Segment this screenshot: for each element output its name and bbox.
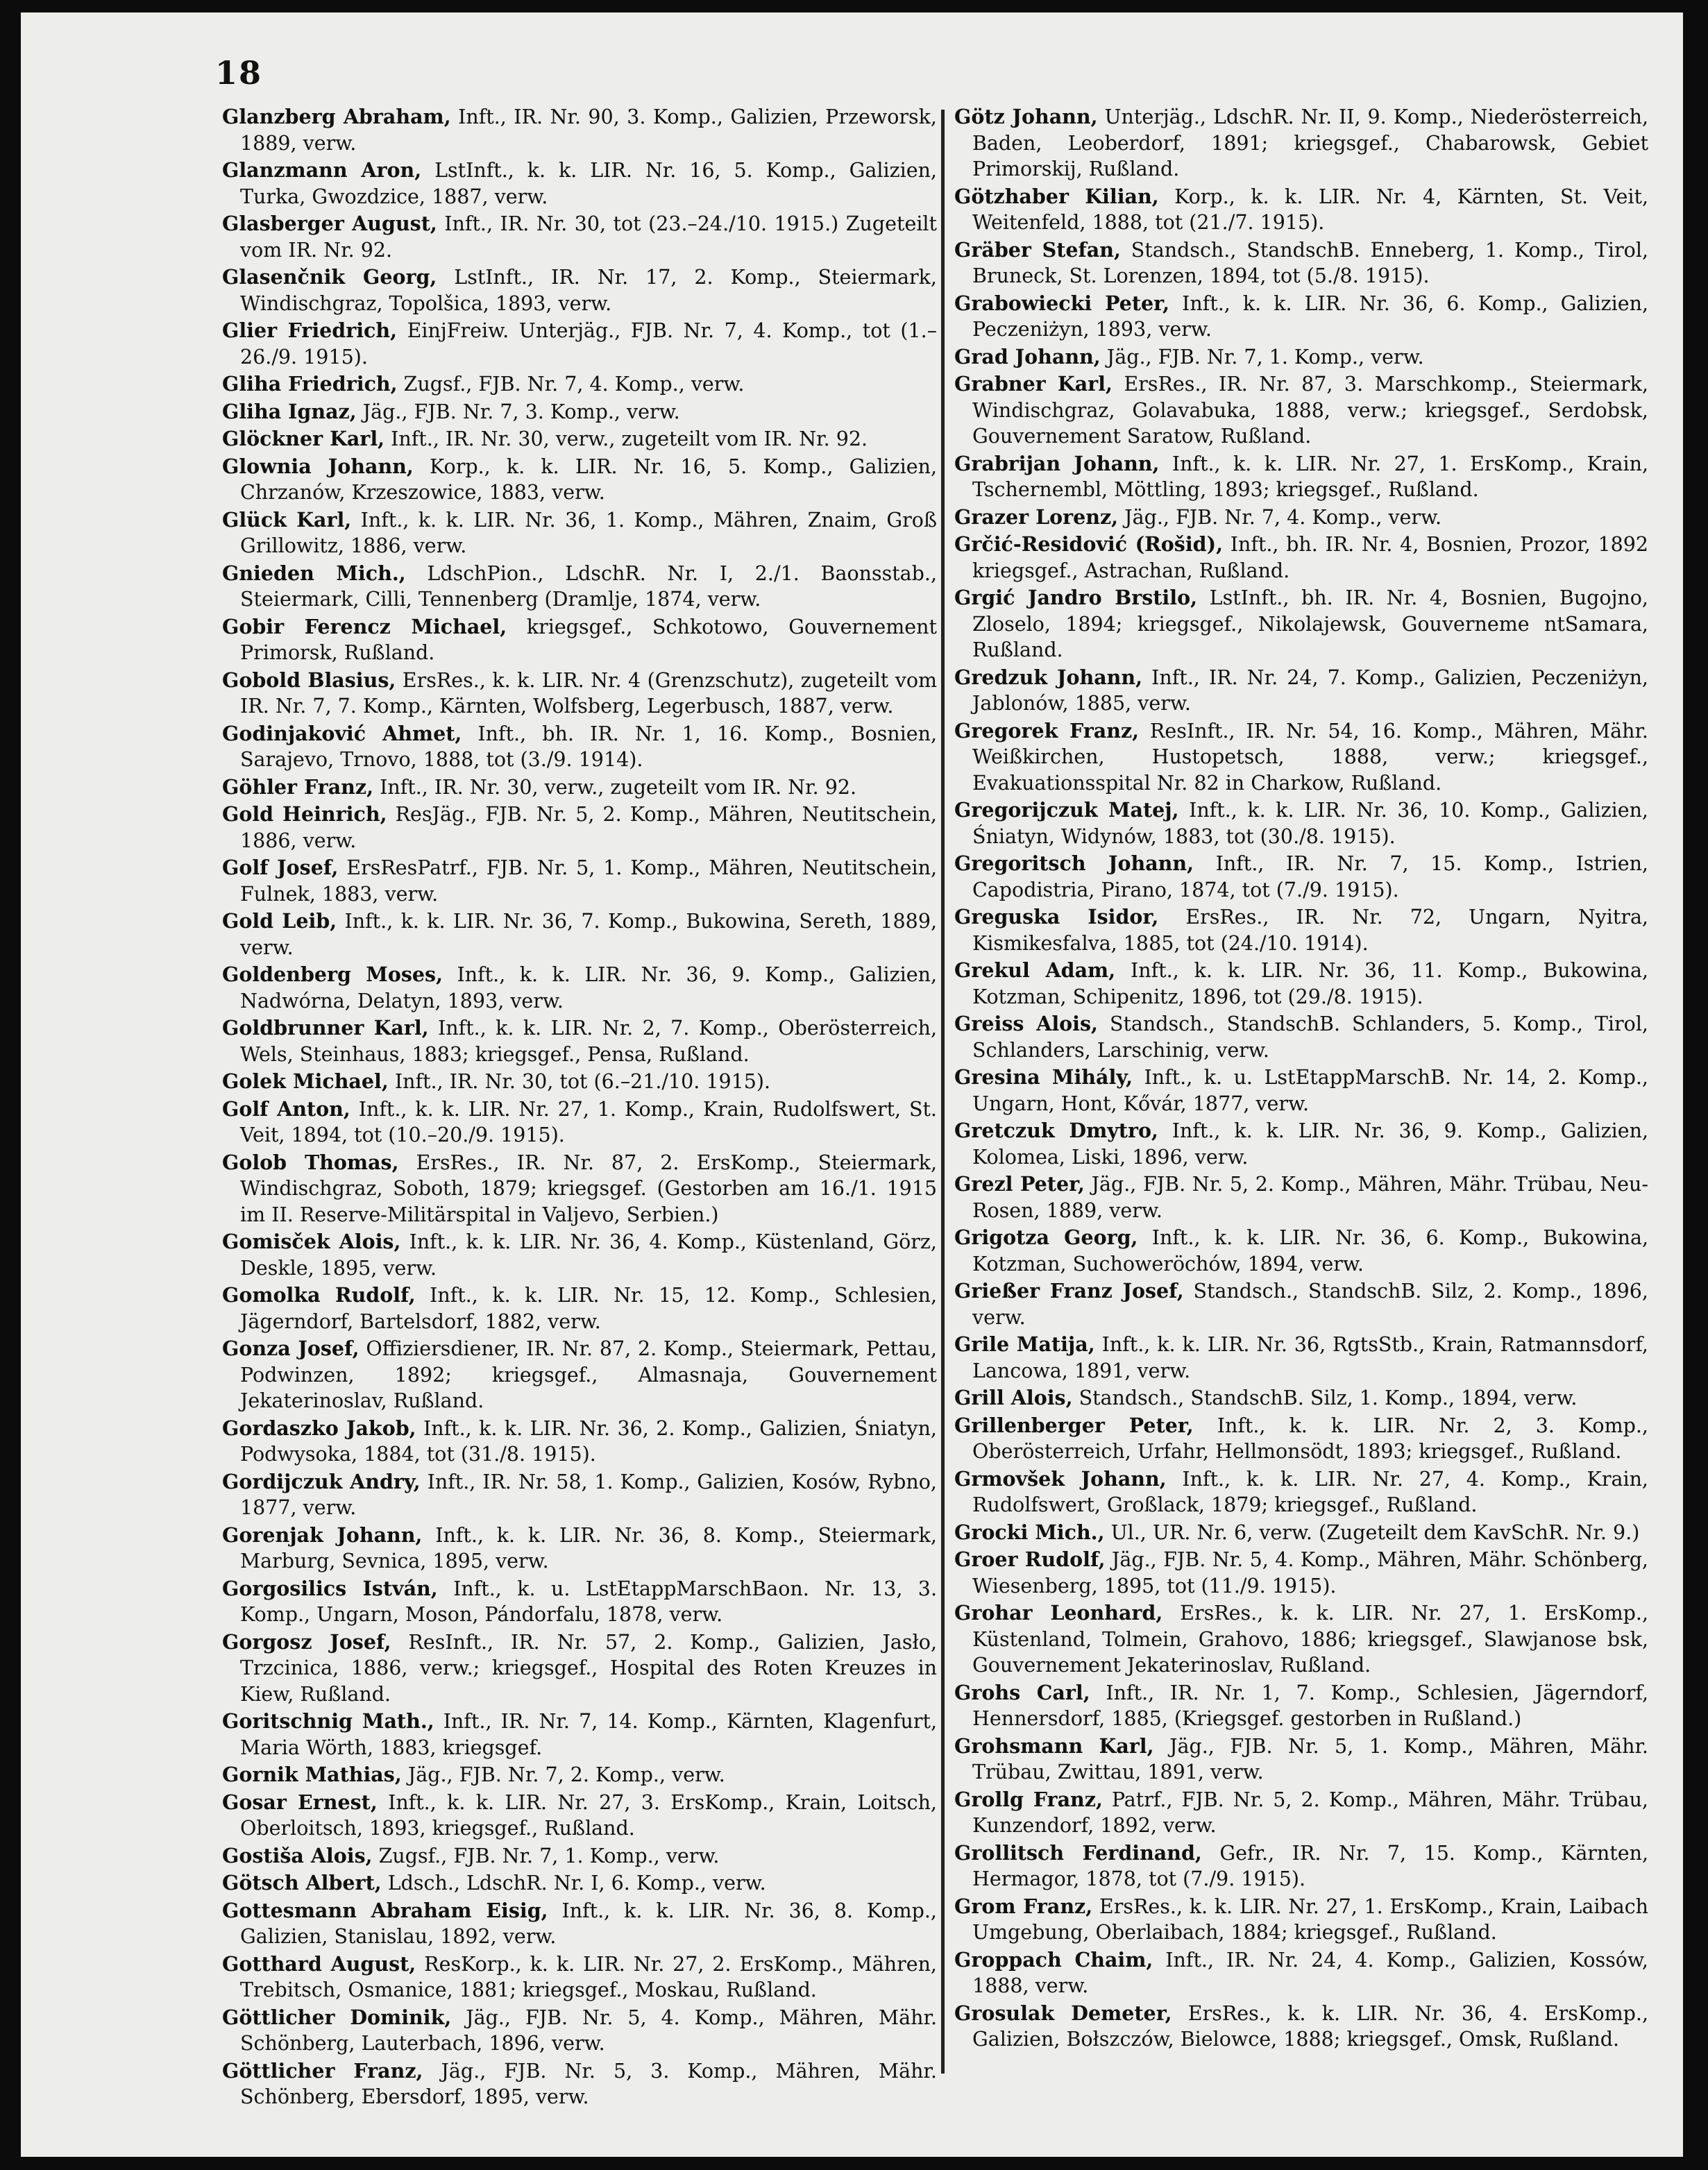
entry	[954, 1011, 1648, 1063]
entry-text: LstInft., bh. IR. Nr. 4, Bosnien, Bugojno, Zloselo, 1894; kriegsgef., Nikolajewsk, Gouverneme ntSamara, Rußland.	[972, 586, 1648, 661]
entry	[222, 1069, 937, 1095]
entry-text: Inft., k. k. LIR. Nr. 36, 6. Komp., Galizien, Peczeniżyn, 1893, verw.	[972, 291, 1649, 341]
entry-text: Ul., UR. Nr. 6, verw. (Zugeteilt dem KavSchR. Nr. 9.)	[1110, 1520, 1640, 1544]
entry-name: Gordijczuk Andry,	[222, 1469, 421, 1493]
entry-text: Inft., k. k. LIR. Nr. 36, 7. Komp., Bukowina, Sereth, 1889, verw.	[240, 910, 938, 959]
entry-text: Inft., k. k. LIR. Nr. 27, 1. Komp., Krain, Rudolfswert, St. Veit, 1894, tot (10.–20./9. 1915).	[240, 1097, 937, 1146]
entry	[222, 1843, 937, 1870]
entry	[222, 614, 937, 666]
entry-text: Inft., k. k. LIR. Nr. 36, 2. Komp., Galizien, Śniatyn, Podwysoka, 1884, tot (31./8. 1915).	[240, 1416, 937, 1466]
entry-text: Gefr., IR. Nr. 7, 15. Komp., Kärnten, Hermagor, 1878, tot (7./9. 1915).	[972, 1841, 1649, 1890]
entry-text: Jäg., FJB. Nr. 7, 4. Komp., verw.	[1124, 505, 1442, 529]
entry-text: LdschPion., LdschR. Nr. I, 2./1. Baonsstab., Steiermark, Cilli, Tennenberg (Dramlje, 1874, verw.	[240, 561, 938, 611]
entry	[954, 104, 1648, 183]
entry-name: Grabowiecki Peter,	[954, 291, 1170, 315]
entry-name: Glier Friedrich,	[222, 319, 398, 342]
entry	[954, 718, 1648, 797]
entry-text: Zugsf., FJB. Nr. 7, 1. Komp., verw.	[378, 1844, 720, 1867]
entry-text: Inft., k. k. LIR. Nr. 36, 9. Komp., Galizien, Nadwórna, Delatyn, 1893, verw.	[240, 963, 937, 1012]
entry-text: Jäg., FJB. Nr. 7, 2. Komp., verw.	[407, 1763, 725, 1786]
entry	[954, 237, 1648, 289]
entry-text: Inft., k. k. LIR. Nr. 2, 7. Komp., Oberösterreich, Wels, Steinhaus, 1883; kriegsgef., Pensa, Rußland.	[240, 1017, 938, 1066]
entry-text: Inft., bh. IR. Nr. 1, 16. Komp., Bosnien, Sarajevo, Trnovo, 1888, tot (3./9. 1914).	[240, 722, 937, 771]
entry	[222, 561, 937, 613]
entry-name: Gräber Stefan,	[954, 237, 1121, 262]
entry	[222, 371, 937, 398]
entry-text: Jäg., FJB. Nr. 7, 1. Komp., verw.	[1106, 345, 1424, 368]
entry	[222, 1709, 937, 1761]
entry-name: Grčić-Residović (Rošid),	[954, 532, 1224, 556]
entry-name: Gold Leib,	[222, 909, 337, 933]
entry-text: Korp., k. k. LIR. Nr. 16, 5. Komp., Galizien, Chrzanów, Krzeszowice, 1883, verw.	[240, 455, 937, 504]
entry	[222, 454, 937, 506]
entry-text: Inft., k. u. LstEtappMarschBaon. Nr. 13, 3. Komp., Ungarn, Moson, Pándorfalu, 1878, verw.	[240, 1577, 937, 1626]
entry-text: Inft., k. k. LIR. Nr. 36, 8. Komp., Steiermark, Marburg, Sevnica, 1895, verw.	[240, 1523, 937, 1573]
entry-text: Inft., k. u. LstEtappMarschB. Nr. 14, 2. Komp., Ungarn, Hont, Kővár, 1877, verw.	[972, 1066, 1648, 1115]
entry-name: Grmovšek Johann,	[954, 1466, 1167, 1491]
entry	[222, 1762, 937, 1788]
entry	[222, 104, 937, 156]
entry-name: Götz Johann,	[954, 105, 1098, 128]
entry-name: Greguska Isidor,	[954, 905, 1159, 929]
entry-name: Gorgosz Josef,	[222, 1629, 391, 1654]
entry-name: Glöckner Karl,	[222, 427, 385, 450]
entry-text: Inft., k. k. LIR. Nr. 36, 8. Komp., Galizien, Stanislau, 1892, verw.	[240, 1899, 937, 1948]
entry-name: Gomolka Rudolf,	[222, 1283, 416, 1307]
entry-name: Grill Alois,	[954, 1386, 1073, 1409]
entry-text: Inft., k. k. LIR. Nr. 36, RgtsStb., Krain, Ratmannsdorf, Lancowa, 1891, verw.	[972, 1333, 1648, 1382]
entry-name: Gregorijczuk Matej,	[954, 798, 1179, 822]
entry	[222, 1629, 937, 1708]
entry	[222, 2058, 937, 2110]
entry-text: Jäg., FJB. Nr. 5, 2. Komp., Mähren, Mähr. Trübau, Neu-Rosen, 1889, verw.	[972, 1173, 1648, 1222]
entry-text: Inft., IR. Nr. 7, 15. Komp., Istrien, Capodistria, Pirano, 1874, tot (7./9. 1915).	[972, 852, 1648, 901]
entry-text: Inft., k. k. LIR. Nr. 27, 4. Komp., Krain, Rudolfswert, Großlack, 1879; kriegsgef., Rußland.	[972, 1467, 1648, 1516]
entry-name: Grezl Peter,	[954, 1172, 1085, 1196]
entry-name: Godinjaković Ahmet,	[222, 721, 462, 745]
entry	[954, 1787, 1648, 1839]
entry-name: Gresina Mihály,	[954, 1065, 1133, 1089]
entry-name: Golek Michael,	[222, 1069, 389, 1093]
entry	[954, 904, 1648, 956]
entry	[222, 908, 937, 960]
entry-name: Gobold Blasius,	[222, 668, 396, 692]
entry-text: Korp., k. k. LIR. Nr. 4, Kärnten, St. Veit, Weitenfeld, 1888, tot (21./7. 1915).	[972, 185, 1649, 234]
entry-name: Grazer Lorenz,	[954, 505, 1119, 529]
entry-name: Goritschnig Math.,	[222, 1709, 434, 1733]
entry	[954, 505, 1648, 531]
entry-text: Inft., k. k. LIR. Nr. 36, 6. Komp., Bukowina, Kotzman, Suchoweröchów, 1894, verw.	[972, 1226, 1649, 1275]
entry	[222, 1282, 937, 1334]
entry	[954, 1680, 1648, 1732]
entry-name: Gosar Ernest,	[222, 1790, 378, 1814]
entry-text: Inft., IR. Nr. 90, 3. Komp., Galizien, Przeworsk, 1889, verw.	[240, 105, 937, 155]
entry-text: ResInft., IR. Nr. 57, 2. Komp., Galizien, Jasło, Trzcinica, 1886, verw.; kriegsgef., Hospital des Roten Kreuzes in Kiew, Rußland.	[240, 1630, 938, 1706]
entry	[954, 1520, 1648, 1546]
entry	[954, 1466, 1648, 1518]
entry-name: Glasenčnik Georg,	[222, 265, 437, 289]
entry	[222, 1898, 937, 1950]
entry	[222, 1870, 937, 1897]
entry	[954, 532, 1648, 584]
entry-text: Inft., IR. Nr. 30, verw., zugeteilt vom IR. Nr. 92.	[380, 775, 857, 799]
entry-text: Jäg., FJB. Nr. 5, 4. Komp., Mähren, Mähr. Schönberg, Wiesenberg, 1895, tot (11./9. 1915).	[972, 1548, 1648, 1597]
entry	[954, 1413, 1648, 1465]
entry	[954, 1171, 1648, 1223]
entry-name: Göttlicher Dominik,	[222, 2005, 452, 2029]
entry	[222, 1523, 937, 1575]
entry-name: Grile Matija,	[954, 1332, 1095, 1356]
entry-name: Gottesmann Abraham Eisig,	[222, 1898, 548, 1922]
entry-text: Jäg., FJB. Nr. 5, 3. Komp., Mähren, Mähr. Schönberg, Ebersdorf, 1895, verw.	[240, 2059, 937, 2108]
entry	[954, 1118, 1648, 1170]
entry-text: ResInft., IR. Nr. 54, 16. Komp., Mähren, Mähr. Weißkirchen, Hustopetsch, 1888, verw.; kriegsgef., Evakuationsspital Nr. 82 in Charkow, Rußland.	[972, 719, 1648, 795]
entry	[954, 1278, 1648, 1330]
page-number: 18	[215, 54, 263, 92]
entry	[222, 1229, 937, 1281]
entry	[954, 1734, 1648, 1786]
entry-text: Inft., k. k. LIR. Nr. 2, 3. Komp., Oberösterreich, Urfahr, Hellmonsödt, 1893; kriegsgef., Rußland.	[972, 1414, 1648, 1463]
entry-text: kriegsgef., Schkotowo, Gouvernement Primorsk, Rußland.	[240, 615, 937, 664]
entry-text: Jäg., FJB. Nr. 5, 1. Komp., Mähren, Mähr. Trübau, Zwittau, 1891, verw.	[972, 1734, 1648, 1783]
entry-text: ErsRes., k. k. LIR. Nr. 27, 1. ErsKomp., Krain, Laibach Umgebung, Oberlaibach, 1884; kriegsgef., Rußland.	[972, 1894, 1649, 1944]
entry	[954, 1225, 1648, 1277]
entry-name: Glanzberg Abraham,	[222, 105, 451, 128]
entry-text: Inft., IR. Nr. 30, verw., zugeteilt vom IR. Nr. 92.	[391, 427, 868, 450]
entry	[954, 371, 1648, 450]
entry-name: Grießer Franz Josef,	[954, 1279, 1184, 1303]
entry-name: Gregorek Franz,	[954, 718, 1140, 743]
entry	[222, 1096, 937, 1148]
entry	[222, 211, 937, 263]
entry-name: Goldbrunner Karl,	[222, 1016, 429, 1040]
entry-text: ResKorp., k. k. LIR. Nr. 27, 2. ErsKomp., Mähren, Trebitsch, Osmanice, 1881; kriegsgef., Moskau, Rußland.	[240, 1952, 937, 2001]
entry-text: Patrf., FJB. Nr. 5, 2. Komp., Mähren, Mähr. Trübau, Kunzendorf, 1892, verw.	[972, 1788, 1648, 1837]
entry	[222, 2005, 937, 2057]
entry-text: Standsch., StandschB. Silz, 2. Komp., 1896, verw.	[972, 1280, 1648, 1329]
entry	[222, 158, 937, 210]
entry-name: Gobir Ferencz Michael,	[222, 614, 507, 638]
entry-text: Inft., k. k. LIR. Nr. 15, 12. Komp., Schlesien, Jägerndorf, Bartelsdorf, 1882, verw.	[240, 1284, 938, 1333]
entry-name: Gold Heinrich,	[222, 802, 387, 826]
entry-text: Unterjäg., LdschR. Nr. II, 9. Komp., Niederösterreich, Baden, Leoberdorf, 1891; kriegsgef., Chabarowsk, Gebiet Primorskij, Rußland.	[972, 105, 1649, 180]
document-page	[21, 12, 1683, 2157]
entry-name: Grollitsch Ferdinand,	[954, 1840, 1202, 1865]
entry	[954, 958, 1648, 1010]
entry	[222, 1790, 937, 1842]
entry-name: Grgić Jandro Brstilo,	[954, 586, 1198, 609]
entry	[222, 1150, 937, 1228]
entry	[222, 668, 937, 720]
entry-name: Glownia Johann,	[222, 454, 414, 478]
entry-text: ErsResPatrf., FJB. Nr. 5, 1. Komp., Mähren, Neutitschein, Fulnek, 1883, verw.	[240, 856, 938, 906]
entry-name: Gorgosilics István,	[222, 1576, 438, 1600]
entry-name: Grohar Leonhard,	[954, 1601, 1163, 1625]
entry-text: ErsRes., IR. Nr. 87, 2. ErsKomp., Steiermark, Windischgraz, Soboth, 1879; kriegsgef. (Gestorben am 16./1. 1915 im II. Reserve-Militärspital in Valjevo, Serbien.)	[240, 1151, 938, 1226]
entry-text: Jäg., FJB. Nr. 7, 3. Komp., verw.	[362, 400, 680, 423]
entry	[222, 1015, 937, 1067]
entry-text: Inft., k. k. LIR. Nr. 36, 10. Komp., Galizien, Śniatyn, Widynów, 1883, tot (30./8. 1915).	[972, 799, 1648, 848]
entry-text: Standsch., StandschB. Enneberg, 1. Komp., Tirol, Bruneck, St. Lorenzen, 1894, tot (5./8. 1915).	[972, 238, 1649, 287]
entry	[954, 344, 1648, 371]
entry-name: Gornik Mathias,	[222, 1763, 402, 1786]
entry-text: LstInft., k. k. LIR. Nr. 16, 5. Komp., Galizien, Turka, Gwozdzice, 1887, verw.	[240, 159, 937, 208]
entry	[222, 1469, 937, 1521]
entry-text: Inft., IR. Nr. 58, 1. Komp., Galizien, Kosów, Rybno, 1877, verw.	[240, 1470, 937, 1519]
entry	[954, 1947, 1648, 1999]
entry	[954, 1600, 1648, 1679]
entry-name: Gonza Josef,	[222, 1337, 360, 1360]
entry-name: Gredzuk Johann,	[954, 665, 1143, 689]
entry	[954, 1385, 1648, 1412]
entry-text: Inft., IR. Nr. 24, 4. Komp., Galizien, Kossów, 1888, verw.	[972, 1948, 1648, 1997]
entry	[954, 291, 1648, 343]
entry	[954, 2001, 1648, 2053]
entry-name: Golob Thomas,	[222, 1150, 399, 1174]
entry-name: Goldenberg Moses,	[222, 963, 443, 986]
entry-text: ErsRes., k. k. LIR. Nr. 27, 1. ErsKomp., Küstenland, Tolmein, Grahovo, 1886; kriegsgef., Slawjanose bsk, Gouvernement Jekaterinoslav, Rußland.	[972, 1602, 1648, 1677]
entry-text: ErsRes., k. k. LIR. Nr. 36, 4. ErsKomp., Galizien, Bołszczów, Bielowce, 1888; kriegsgef., Omsk, Rußland.	[972, 2001, 1649, 2051]
entry-name: Golf Josef,	[222, 856, 339, 879]
entry	[222, 399, 937, 425]
entry-text: Ldsch., LdschR. Nr. I, 6. Komp., verw.	[387, 1872, 766, 1894]
entry-name: Gretczuk Dmytro,	[954, 1119, 1158, 1142]
entry	[954, 585, 1648, 663]
entry-name: Gnieden Mich.,	[222, 561, 406, 585]
entry-name: Gliha Ignaz,	[222, 399, 357, 423]
entry	[222, 1576, 937, 1628]
entry	[954, 851, 1648, 903]
entry-name: Glasberger August,	[222, 212, 437, 235]
entry-name: Göhler Franz,	[222, 774, 374, 799]
entry	[954, 1840, 1648, 1892]
entry-text: Inft., IR. Nr. 7, 14. Komp., Kärnten, Klagenfurt, Maria Wörth, 1883, kriegsgef.	[240, 1710, 937, 1759]
entry	[954, 451, 1648, 503]
entry	[954, 184, 1648, 236]
entry-text: Zugsf., FJB. Nr. 7, 4. Komp., verw.	[403, 373, 745, 396]
entry-text: ErsRes., k. k. LIR. Nr. 4 (Grenzschutz), zugeteilt vom IR. Nr. 7, 7. Komp., Kärnten, Wolfsberg, Legerbusch, 1887, verw.	[240, 668, 938, 718]
entry-name: Glanzmann Aron,	[222, 158, 422, 182]
entry-name: Gostiša Alois,	[222, 1843, 373, 1867]
entry-name: Grillenberger Peter,	[954, 1413, 1194, 1437]
entry-name: Gliha Friedrich,	[222, 372, 398, 396]
entry-text: Inft., IR. Nr. 30, tot (6.–21./10. 1915).	[394, 1070, 771, 1093]
entry-text: LstInft., IR. Nr. 17, 2. Komp., Steiermark, Windischgraz, Topolšica, 1893, verw.	[240, 266, 937, 315]
entry-text: Inft., IR. Nr. 30, tot (23.–24./10. 1915.) Zugeteilt vom IR. Nr. 92.	[240, 212, 937, 262]
entry-name: Grekul Adam,	[954, 958, 1116, 982]
entry	[222, 318, 937, 370]
entry-name: Göttlicher Franz,	[222, 2058, 423, 2083]
entry-text: Inft., IR. Nr. 1, 7. Komp., Schlesien, Jägerndorf, Hennersdorf, 1885, (Kriegsgef. gestorben in Rußland.)	[972, 1681, 1649, 1730]
entry	[222, 721, 937, 773]
right-column	[954, 104, 1648, 2054]
entry	[954, 1547, 1648, 1599]
entry-name: Grabner Karl,	[954, 372, 1113, 396]
entry-name: Grabrijan Johann,	[954, 451, 1160, 475]
entry	[222, 962, 937, 1014]
entry-text: Inft., bh. IR. Nr. 4, Bosnien, Prozor, 1892 kriegsgef., Astrachan, Rußland.	[972, 533, 1648, 582]
entry-name: Grohsmann Karl,	[954, 1734, 1154, 1758]
entry-name: Groppach Chaim,	[954, 1947, 1153, 1972]
entry-name: Grosulak Demeter,	[954, 2001, 1172, 2025]
entry-text: Inft., k. k. LIR. Nr. 36, 4. Komp., Küstenland, Görz, Deskle, 1895, verw.	[240, 1230, 937, 1280]
entry-name: Greiss Alois,	[954, 1012, 1098, 1035]
entry-text: ErsRes., IR. Nr. 72, Ungarn, Nyitra, Kismikesfalva, 1885, tot (24./10. 1914).	[972, 906, 1648, 955]
entry	[222, 802, 937, 854]
entry-text: Inft., k. k. LIR. Nr. 36, 11. Komp., Bukowina, Kotzman, Schipenitz, 1896, tot (29./8. 1915).	[972, 959, 1649, 1008]
entry-name: Grohs Carl,	[954, 1680, 1090, 1704]
entry-text: Inft., k. k. LIR. Nr. 27, 1. ErsKomp., Krain, Tschernembl, Möttling, 1893; kriegsgef., Rußland.	[972, 452, 1648, 501]
entry	[222, 264, 937, 316]
entry-name: Götsch Albert,	[222, 1871, 382, 1894]
entry	[954, 1894, 1648, 1946]
entry-name: Gomisček Alois,	[222, 1230, 401, 1253]
entry-name: Gregoritsch Johann,	[954, 851, 1194, 875]
entry-text: Offiziersdiener, IR. Nr. 87, 2. Komp., Steiermark, Pettau, Podwinzen, 1892; kriegsgef., Almasnaja, Gouvernement Jekaterinoslav, Rußland.	[240, 1337, 937, 1412]
entry-name: Gotthard August,	[222, 1951, 416, 1976]
entry-text: Inft., k. k. LIR. Nr. 27, 3. ErsKomp., Krain, Loitsch, Oberloitsch, 1893, kriegsgef., Rußland.	[240, 1790, 937, 1840]
entry-name: Grad Johann,	[954, 344, 1101, 368]
entry-name: Götzhaber Kilian,	[954, 184, 1159, 208]
entry-text: Inft., IR. Nr. 24, 7. Komp., Galizien, Peczeniżyn, Jablonów, 1885, verw.	[972, 666, 1648, 715]
entry-text: Inft., k. k. LIR. Nr. 36, 9. Komp., Galizien, Kolomea, Liski, 1896, verw.	[972, 1119, 1649, 1169]
entry	[954, 1332, 1648, 1384]
entry-text: ResJäg., FJB. Nr. 5, 2. Komp., Mähren, Neutitschein, 1886, verw.	[240, 803, 937, 852]
entry-name: Grigotza Georg,	[954, 1226, 1138, 1249]
entry-text: EinjFreiw. Unterjäg., FJB. Nr. 7, 4. Komp., tot (1.–26./9. 1915).	[240, 319, 937, 368]
entry-text: Jäg., FJB. Nr. 5, 4. Komp., Mähren, Mähr. Schönberg, Lauterbach, 1896, verw.	[240, 2006, 938, 2055]
entry-name: Glück Karl,	[222, 507, 352, 532]
entry-name: Gordaszko Jakob,	[222, 1416, 416, 1440]
entry	[222, 1336, 937, 1414]
entry-name: Grocki Mich.,	[954, 1520, 1105, 1544]
entry	[222, 1951, 937, 2003]
entry	[222, 774, 937, 801]
entry-name: Golf Anton,	[222, 1096, 350, 1121]
entry-text: Inft., k. k. LIR. Nr. 36, 1. Komp., Mähren, Znaim, Groß Grillowitz, 1886, verw.	[240, 508, 937, 557]
entry-name: Gorenjak Johann,	[222, 1523, 423, 1547]
entry	[222, 426, 937, 452]
entry	[954, 1065, 1648, 1117]
entry-name: Grollg Franz,	[954, 1787, 1103, 1811]
entry	[222, 855, 937, 907]
entry	[954, 665, 1648, 717]
entry	[954, 797, 1648, 849]
entry-name: Groer Rudolf,	[954, 1548, 1106, 1571]
entry	[222, 507, 937, 559]
entry-name: Grom Franz,	[954, 1894, 1093, 1918]
left-column	[222, 104, 937, 2112]
entry	[222, 1416, 937, 1468]
entry-text: Standsch., StandschB. Schlanders, 5. Komp., Tirol, Schlanders, Larschinig, verw.	[972, 1012, 1648, 1062]
column-divider	[941, 110, 945, 2074]
entry-text: Standsch., StandschB. Silz, 1. Komp., 1894, verw.	[1079, 1387, 1578, 1409]
entry-text: ErsRes., IR. Nr. 87, 3. Marschkomp., Steiermark, Windischgraz, Golavabuka, 1888, verw.; kriegsgef., Serdobsk, Gouvernement Saratow, Rußland.	[972, 373, 1649, 448]
